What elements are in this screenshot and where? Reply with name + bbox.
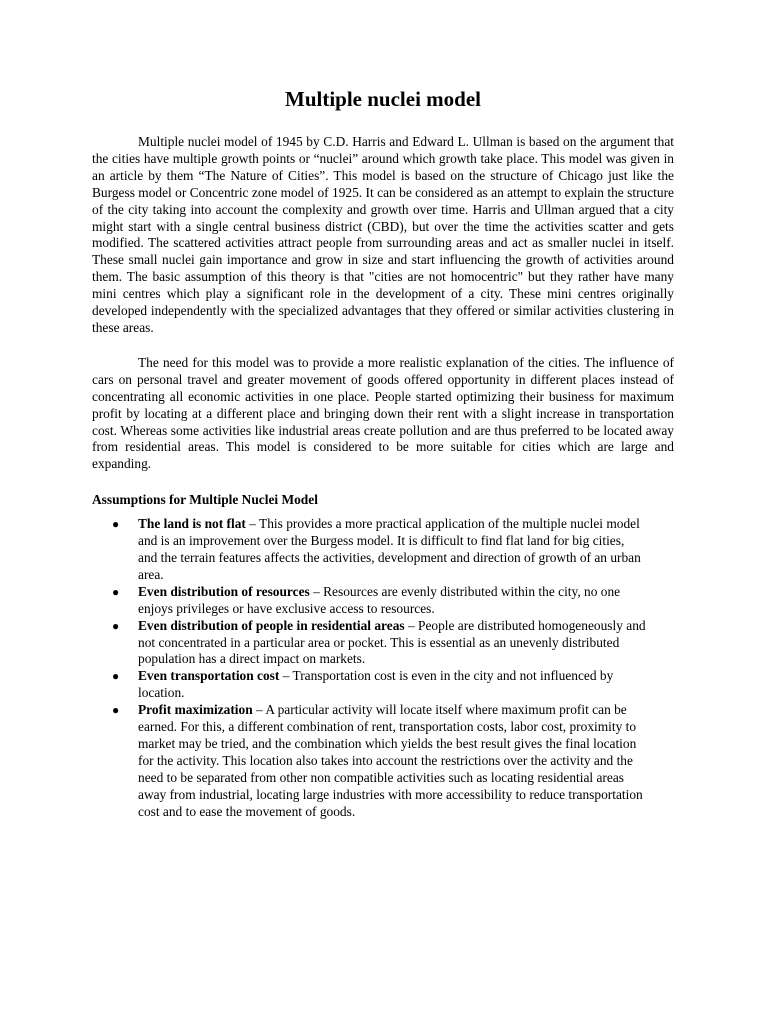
document-page: [92, 86, 674, 821]
assumption-text: – Resources are evenly distributed within the city, no one enjoys privileges or have exclusive access to resources.: [138, 583, 621, 616]
intro-paragraph: Multiple nuclei model of 1945 by C.D. Harris and Edward L. Ullman is based on the argument that the cities have multiple growth points or “nuclei” around which growth take place. This model was given in an article by them “The Nature of Cities”. This model is based on the structure of Chicago just like the Burgess model or Concentric zone model of 1925. It can be considered as an attempt to explain the structure of the city taking into account the complexity and growth over time. Harris and Ullman argued that a city might start with a single central business district (CBD), but over the time the activities scatter and gets modified. The scattered activities attract people from surrounding areas and act as smaller nuclei in itself. These small nuclei gain importance and grow in size and start influencing the growth of activities around them. The basic assumption of this theory is that "cities are not homocentric" but they rather have many mini centres which play a significant role in the development of a city. These mini centres originally developed independently with the specialized advantages that they offered or similar activities clustering in these areas.: [92, 134, 674, 335]
list-item: [92, 584, 674, 618]
assumption-term: Profit maximization: [138, 702, 253, 718]
bullet-icon: ●: [112, 618, 120, 633]
list-item: [92, 618, 674, 669]
assumption-term: Even distribution of people in residential areas: [138, 617, 405, 633]
page-title: Multiple nuclei model: [285, 87, 481, 111]
bullet-icon: ●: [112, 584, 120, 599]
list-item: [92, 668, 674, 702]
assumption-term: The land is not flat: [138, 516, 246, 532]
list-item: [92, 516, 674, 584]
assumptions-list: [92, 516, 674, 820]
assumptions-heading: Assumptions for Multiple Nuclei Model: [92, 492, 318, 508]
assumption-term: Even distribution of resources: [138, 583, 310, 599]
assumption-text: – A particular activity will locate itself where maximum profit can be earned. For this, a different combination of rent, transportation costs, labor cost, proximity to market may be tried, and the combination which yields the best result gives the final location for the activity. This location also takes into account the restrictions over the activity and the need to be separated from other non compatible activities such as locating residential areas away from industrial, locating large industries with more accessibility to reduce transportation cost and to ease the movement of goods.: [138, 702, 643, 819]
need-paragraph: The need for this model was to provide a more realistic explanation of the cities. The influence of cars on personal travel and greater movement of goods offered opportunity in different places instead of concentrating all economic activities in one place. People started optimizing their business for maximum profit by locating at a different place and bringing down their rent with a slight increase in transportation cost. Whereas some activities like industrial areas create pollution and are thus preferred to be located away from residential areas. This model is considered to be more suitable for cities which are large and expanding.: [92, 354, 674, 472]
list-item: [92, 702, 674, 820]
assumption-text: – This provides a more practical application of the multiple nuclei model and is an improvement over the Burgess model. It is difficult to find flat land for big cities, and the terrain features affects the activities, development and direction of growth of an urban area.: [138, 516, 641, 582]
assumption-term: Even transportation cost: [138, 668, 280, 684]
bullet-icon: ●: [112, 669, 120, 684]
assumption-text: – People are distributed homogeneously and not concentrated in a particular area or pocket. This is essential as an unevenly distributed population has a direct impact on markets.: [138, 617, 646, 667]
bullet-icon: ●: [112, 703, 120, 718]
bullet-icon: ●: [112, 517, 120, 532]
assumption-text: – Transportation cost is even in the city and not influenced by location.: [138, 668, 614, 701]
